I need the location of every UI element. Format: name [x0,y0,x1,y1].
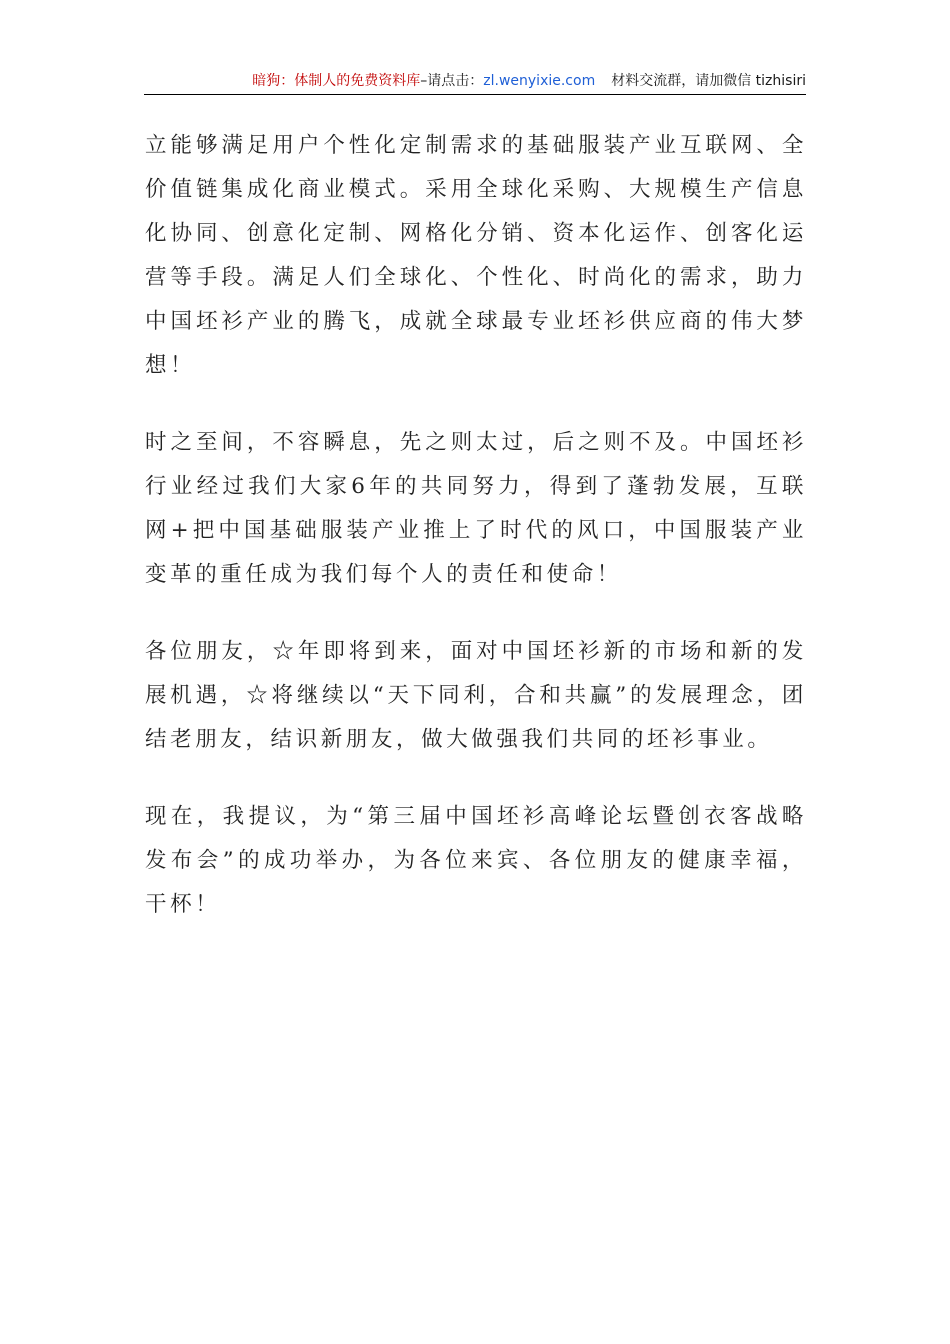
header-contact: 材料交流群，请加微信 tizhisiri [611,73,806,89]
header-brand: 暗狗：体制人的免费资料库 [252,73,421,89]
page-header [144,70,806,95]
paragraph-3: 各位朋友，☆年即将到来，面对中国坯衫新的市场和新的发展机遇，☆将继续以“天下同利，合和共赢”的发展理念，团结老朋友，结识新朋友，做大做强我们共同的坯衫事业。 [145,639,807,752]
header-link[interactable]: zl.wenyixie.com [483,73,596,89]
paragraph-4: 现在，我提议，为“第三届中国坯衫高峰论坛暨创衣客战略发布会”的成功举办，为各位来宾、各位朋友的健康幸福，干杯！ [145,804,807,917]
document-body [145,124,807,927]
header-link-prefix: –请点击： [420,73,484,89]
paragraph-2: 时之至间，不容瞬息，先之则太过，后之则不及。中国坯衫行业经过我们大家6年的共同努力，得到了蓬勃发展，互联网+把中国基础服装产业推上了时代的风口，中国服装产业变革的重任成为我们每个人的责任和使命！ [145,430,807,587]
paragraph-1: 立能够满足用户个性化定制需求的基础服装产业互联网、全价值链集成化商业模式。采用全球化采购、大规模生产信息化协同、创意化定制、网格化分销、资本化运作、创客化运营等手段。满足人们全球化、个性化、时尚化的需求，助力中国坯衫产业的腾飞，成就全球最专业坯衫供应商的伟大梦想！ [145,133,807,378]
